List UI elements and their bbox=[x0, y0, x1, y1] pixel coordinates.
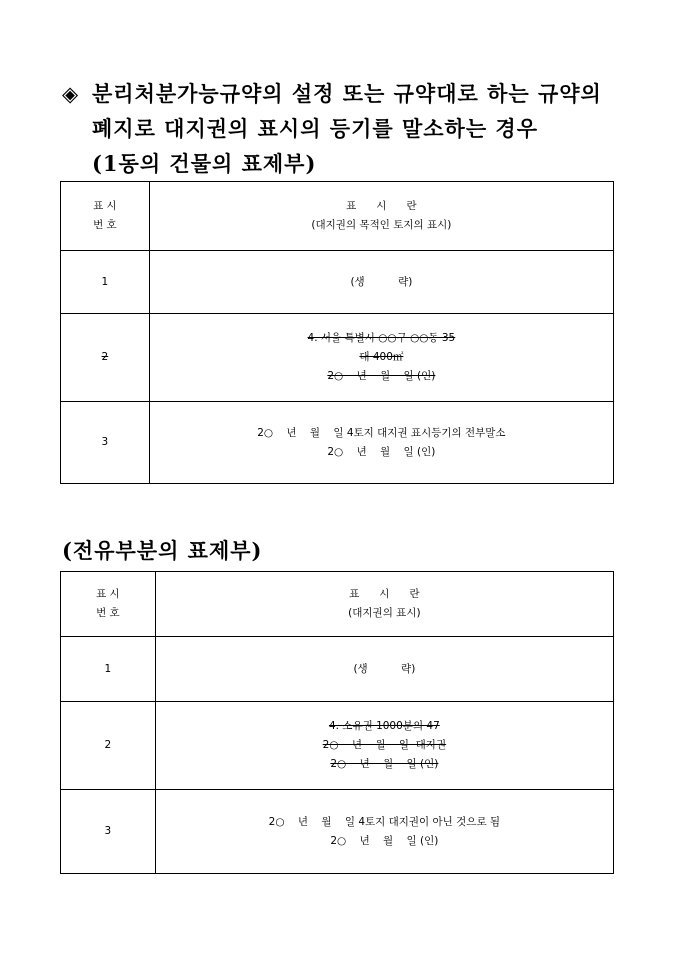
row-no: 1 bbox=[104, 662, 112, 675]
row-content-cell bbox=[149, 402, 613, 484]
unit-title-table bbox=[60, 571, 614, 874]
header-no-cell bbox=[61, 572, 156, 637]
header-no-label2: 번 호 bbox=[96, 607, 120, 619]
section1-title-text1: 분리처분가능규약의 설정 또는 규약대로 하는 규약의 bbox=[92, 81, 602, 106]
row-line: 2○ 년 월 일 (인) bbox=[330, 758, 439, 770]
diamond-bullet-icon: ◈ bbox=[62, 81, 80, 106]
row-line: 4. 소유권 1000분의 47 bbox=[328, 720, 440, 732]
row-no-cell bbox=[61, 637, 156, 702]
row-no-cell bbox=[61, 314, 150, 402]
row-no-cell bbox=[61, 790, 156, 874]
row-line: 2○ 년 월 일 (인) bbox=[330, 834, 439, 847]
section1-title-line2 bbox=[92, 113, 538, 143]
row-content-cell bbox=[149, 314, 613, 402]
table-row bbox=[61, 402, 614, 484]
row-no: 2 bbox=[101, 351, 109, 363]
table-row bbox=[61, 637, 614, 702]
section1-title-line3 bbox=[92, 148, 316, 178]
row-line: 대 400㎡ bbox=[359, 351, 404, 363]
header-col-label1: 표 시 란 bbox=[349, 588, 420, 600]
row-no-cell bbox=[61, 251, 150, 314]
row-line: 2○ 년 월 일 4토지 대지권이 아닌 것으로 됨 bbox=[268, 815, 501, 828]
row-no: 2 bbox=[104, 739, 112, 751]
row-no-cell bbox=[61, 402, 150, 484]
table-row bbox=[61, 251, 614, 314]
row-line: (생 략) bbox=[350, 275, 413, 288]
section1-title-line1 bbox=[62, 78, 602, 108]
row-no: 3 bbox=[104, 825, 112, 837]
row-no-cell bbox=[61, 702, 156, 790]
header-no-label2: 번 호 bbox=[93, 219, 117, 231]
table-row bbox=[61, 790, 614, 874]
row-line: 2○ 년 월 일 (인) bbox=[327, 445, 436, 458]
header-no-cell bbox=[61, 182, 150, 251]
section2-title bbox=[62, 535, 262, 565]
building-title-table bbox=[60, 181, 614, 484]
header-col-cell bbox=[149, 182, 613, 251]
row-line: 2○ 년 월 일 (인) bbox=[327, 370, 436, 382]
header-col-label2: (대지권의 표시) bbox=[348, 607, 421, 619]
row-content-cell bbox=[155, 790, 613, 874]
table-row bbox=[61, 702, 614, 790]
section1-title-text2: 폐지로 대지권의 표시의 등기를 말소하는 경우 bbox=[92, 116, 538, 141]
row-no: 3 bbox=[101, 436, 109, 448]
header-col-cell bbox=[155, 572, 613, 637]
row-no: 1 bbox=[101, 275, 109, 288]
header-col-label2: (대지권의 목적인 토지의 표시) bbox=[311, 219, 452, 231]
row-content-cell bbox=[155, 702, 613, 790]
header-no-label1: 표 시 bbox=[96, 588, 120, 600]
row-line: 2○ 년 월 일 대지권 bbox=[322, 739, 447, 751]
table-row bbox=[61, 314, 614, 402]
section1-title-text3: (1동의 건물의 표제부) bbox=[92, 151, 317, 176]
row-line: 2○ 년 월 일 4토지 대지권 표시등기의 전부말소 bbox=[257, 426, 506, 439]
section2-title-text: (전유부분의 표제부) bbox=[62, 538, 263, 563]
row-line: (생 략) bbox=[353, 662, 416, 675]
header-no-label1: 표 시 bbox=[93, 200, 117, 212]
header-col-label1: 표 시 란 bbox=[346, 200, 417, 212]
row-content-cell bbox=[149, 251, 613, 314]
row-content-cell bbox=[155, 637, 613, 702]
row-line: 4. 서울 특별시 ○○구 ○○동 35 bbox=[307, 332, 456, 344]
table-header-row bbox=[61, 572, 614, 637]
table-header-row bbox=[61, 182, 614, 251]
